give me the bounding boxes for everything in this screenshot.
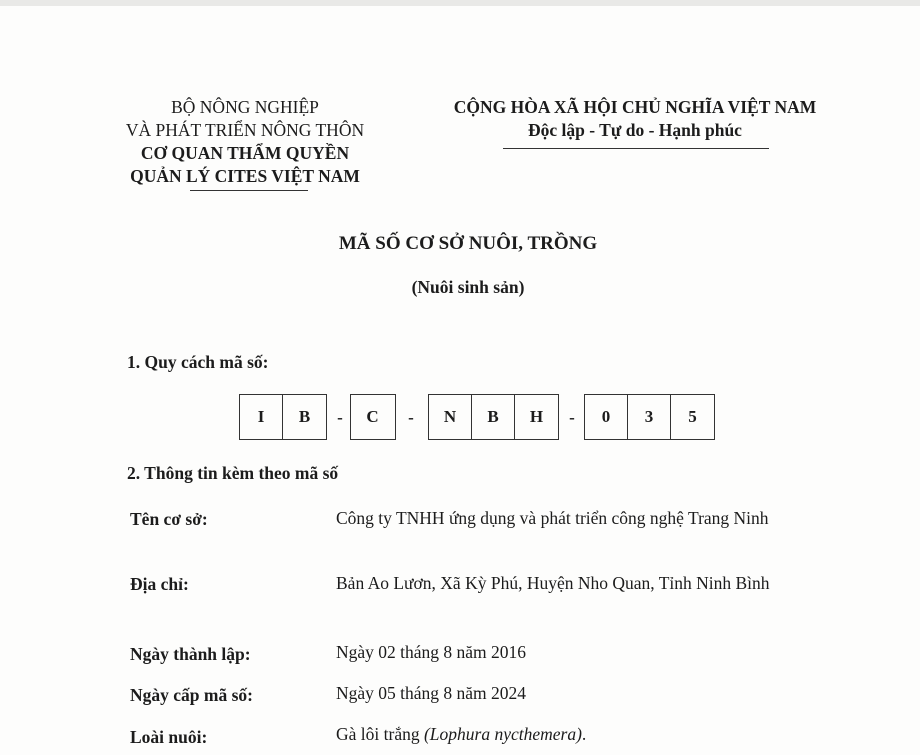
species-scientific-name: (Lophura nycthemera) [423,724,582,744]
address-value: Bản Ao Lươn, Xã Kỳ Phú, Huyện Nho Quan, Tỉnh Ninh Bình [336,573,770,593]
facility-name-value: Công ty TNHH ứng dụng và phát triển công nghệ Trang Ninh [336,508,769,528]
section-1-heading: 1. Quy cách mã số: [127,352,269,372]
scan-edge [0,0,920,6]
code-cell: 3 [628,395,671,439]
document-title: MÃ SỐ CƠ SỞ NUÔI, TRỒNG [338,233,598,254]
code-cell: B [298,407,311,426]
founding-date-value: Ngày 02 tháng 8 năm 2016 [336,642,527,662]
agency-line-3: CƠ QUAN THẨM QUYỀN [140,143,350,163]
code-separator: - [408,408,414,427]
code-separator: - [569,408,575,427]
species-value [336,722,821,747]
agency-header [95,96,395,188]
nation-motto: Độc lập - Tự do - Hạnh phúc [528,120,742,140]
address-label: Địa chỉ: [130,574,189,594]
agency-line-2: VÀ PHÁT TRIỂN NÔNG THÔN [125,120,365,140]
code-group-1 [239,394,327,440]
code-cell: N [429,395,472,439]
code-cell: I [240,395,283,439]
code-cell: 5 [688,407,697,426]
nation-name: CỘNG HÒA XÃ HỘI CHỦ NGHĨA VIỆT NAM [453,97,817,117]
agency-line-4: QUẢN LÝ CITES VIỆT NAM [130,166,360,186]
agency-underline [190,190,308,191]
facility-name-label: Tên cơ sở: [130,509,208,529]
section-2-heading: 2. Thông tin kèm theo mã số [127,463,339,483]
code-cell: H [529,407,544,426]
code-group-2 [350,394,396,440]
issue-date-value: Ngày 05 tháng 8 năm 2024 [336,683,527,703]
species-label: Loài nuôi: [130,727,208,747]
founding-date-label: Ngày thành lập: [130,644,251,664]
agency-line-1: BỘ NÔNG NGHIỆP [171,97,319,117]
document-subtitle: (Nuôi sinh sản) [411,277,525,297]
code-cell: B [472,395,515,439]
national-header [420,96,850,142]
code-group-4 [584,394,715,440]
motto-underline [503,148,769,149]
issue-date-label: Ngày cấp mã số: [130,685,253,705]
code-separator: - [337,408,343,427]
species-common-name: Gà lôi trắng [336,724,420,744]
code-cell: 0 [585,395,628,439]
code-cell: C [366,407,379,426]
code-group-3 [428,394,559,440]
species-suffix: . [581,724,587,744]
